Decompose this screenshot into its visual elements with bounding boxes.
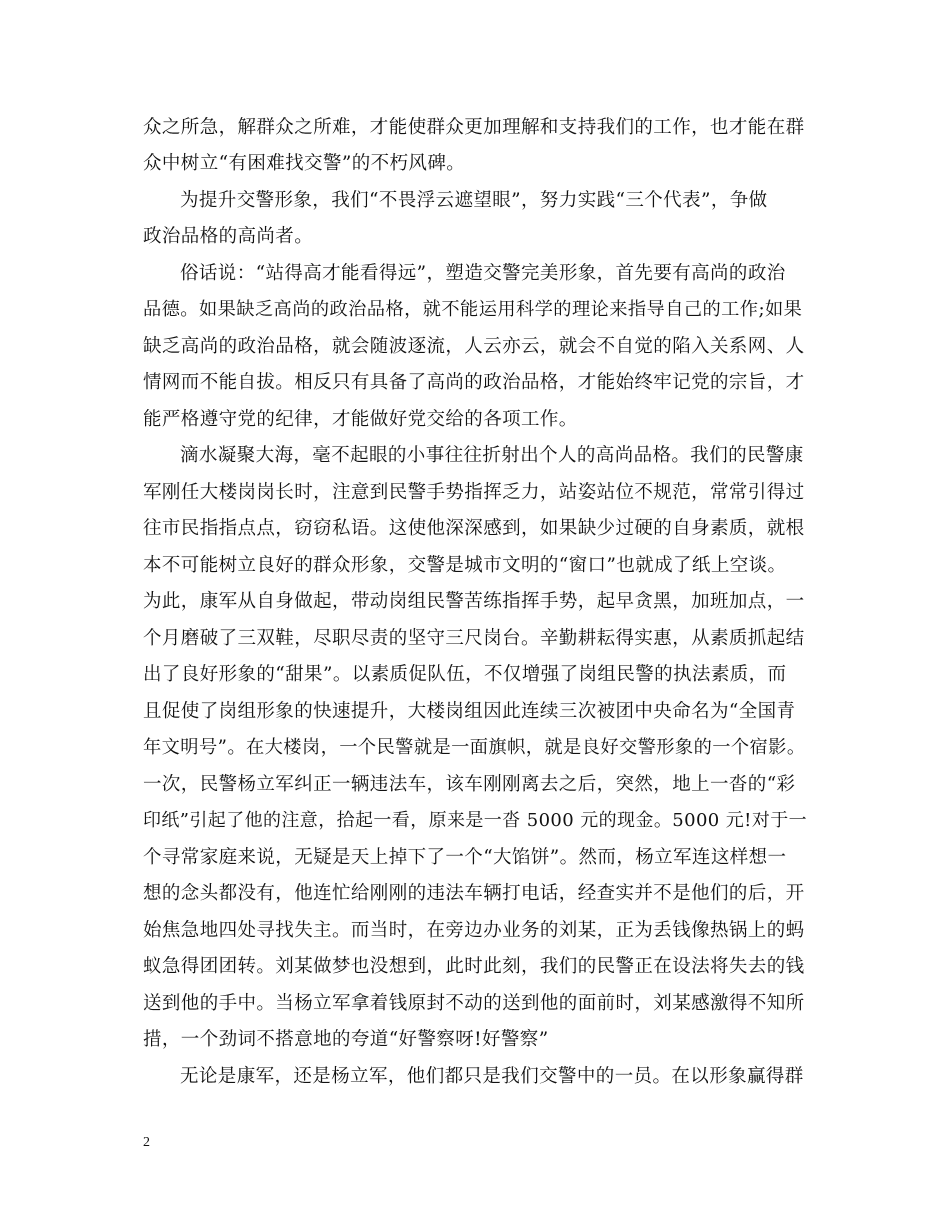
paragraph-first-line: 为提升交警形象，我们“不畏浮云遮望眼”，努力实践“三个代表”，争做	[180, 190, 768, 211]
paragraph-first-line: 无论是康军，还是杨立军，他们都只是我们交警中的一员。在以形象赢得群	[180, 1066, 804, 1087]
text-line: 且促使了岗组形象的快速提升，大楼岗组因此连续三次被团中央命名为“全国青	[143, 701, 796, 722]
text-line: 为此，康军从自身做起，带动岗组民警苦练指挥手势，起早贪黑，加班加点，一	[143, 591, 805, 612]
text-line: 品德。如果缺乏高尚的政治品格，就不能运用科学的理论来指导自己的工作;如果	[143, 299, 803, 320]
text-line: 一次，民警杨立军纠正一辆违法车，该车刚刚离去之后，突然，地上一沓的“彩	[143, 774, 796, 795]
text-line: 本不可能树立良好的群众形象，交警是城市文明的“窗口”也就成了纸上空谈。	[143, 555, 787, 576]
text-line: 军刚任大楼岗岗长时，注意到民警手势指挥乏力，站姿站位不规范，常常引得过	[143, 482, 805, 503]
text-line: 缺乏高尚的政治品格，就会随波逐流，人云亦云，就会不自觉的陷入关系网、人	[143, 336, 805, 357]
text-line: 出了良好形象的“甜果”。以素质促队伍，不仅增强了岗组民警的执法素质，而	[143, 664, 787, 685]
text-line: 年文明号”。在大楼岗，一个民警就是一面旗帜，就是良好交警形象的一个宿影。	[143, 737, 806, 758]
text-line: 众中树立“有困难找交警”的不朽风碑。	[143, 153, 466, 174]
text-line: 情网而不能自拔。相反只有具备了高尚的政治品格，才能始终牢记党的宗旨，才	[143, 372, 805, 393]
paragraph-first-line: 滴水凝聚大海，毫不起眼的小事往往折射出个人的高尚品格。我们的民警康	[180, 445, 804, 466]
text-line: 能严格遵守党的纪律，才能做好党交给的各项工作。	[143, 409, 578, 430]
text-line: 想的念头都没有，他连忙给刚刚的违法车辆打电话，经查实并不是他们的后，开	[143, 883, 805, 904]
text-line: 个寻常家庭来说，无疑是天上掉下了一个“大馅饼”。然而，杨立军连这样想一	[143, 847, 787, 868]
text-line: 送到他的手中。当杨立军拿着钱原封不动的送到他的面前时，刘某感激得不知所	[143, 993, 805, 1014]
text-line: 始焦急地四处寻找失主。而当时，在旁边办业务的刘某，正为丢钱像热锅上的蚂	[143, 920, 805, 941]
text-line: 往市民指指点点，窃窃私语。这使他深深感到，如果缺少过硬的自身素质，就根	[143, 518, 805, 539]
text-line: 众之所急，解群众之所难，才能使群众更加理解和支持我们的工作，也才能在群	[143, 117, 805, 138]
text-line: 政治品格的高尚者。	[143, 226, 314, 247]
text-line: 措，一个劲词不搭意地的夸道“好警察呀!好警察”	[143, 1029, 549, 1050]
paragraph-first-line: 俗话说：“站得高才能看得远”，塑造交警完美形象，首先要有高尚的政治	[180, 263, 786, 284]
text-line: 蚁急得团团转。刘某做梦也没想到，此时此刻，我们的民警正在设法将失去的钱	[143, 956, 805, 977]
text-line: 印纸”引起了他的注意，拾起一看，原来是一沓 5000 元的现金。5000 元!对于一	[143, 810, 808, 831]
text-line: 个月磨破了三双鞋，尽职尽责的坚守三尺岗台。辛勤耕耘得实惠，从素质抓起结	[143, 628, 805, 649]
page-number: 2	[143, 1135, 150, 1150]
